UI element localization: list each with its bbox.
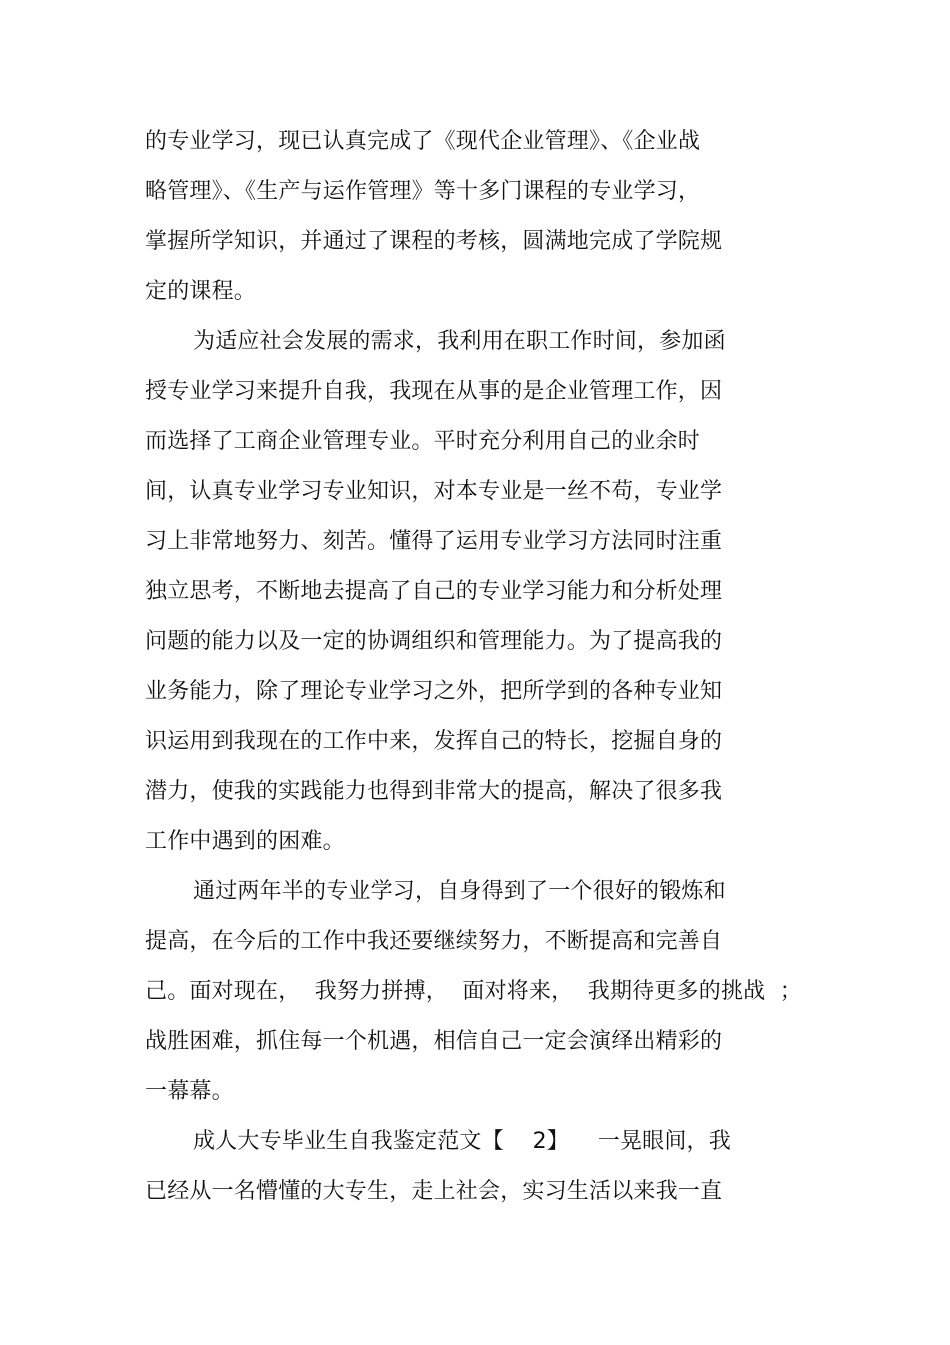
text-line: 间，认真专业学习专业知识，对本专业是一丝不苟，专业学 <box>145 479 723 504</box>
text-line: 已经从一名懵懂的大专生，走上社会，实习生活以来我一直 <box>145 1179 723 1204</box>
text-line: 提高，在今后的工作中我还要继续努力，不断提高和完善自 <box>145 929 723 954</box>
text-line: 掌握所学知识，并通过了课程的考核，圆满地完成了学院规 <box>145 229 723 254</box>
text-line: 问题的能力以及一定的协调组织和管理能力。为了提高我的 <box>145 629 723 654</box>
text-line: 定的课程。 <box>145 279 257 304</box>
text-line: 战胜困难，抓住每一个机遇，相信自己一定会演绎出精彩的 <box>145 1029 723 1054</box>
text-line: 己。面对现在， 我努力拼搏， 面对将来， 我期待更多的挑战 ； <box>145 979 802 1004</box>
paragraph-start-line: 成人大专毕业生自我鉴定范文【 2】 一晃眼间，我 <box>193 1129 731 1154</box>
text-line: 识运用到我现在的工作中来，发挥自己的特长，挖掘自身的 <box>145 729 723 754</box>
text-line: 授专业学习来提升自我，我现在从事的是企业管理工作，因 <box>145 379 723 404</box>
paragraph-start-line: 通过两年半的专业学习，自身得到了一个很好的锻炼和 <box>193 879 726 904</box>
text-line: 而选择了工商企业管理专业。平时充分利用自己的业余时 <box>145 429 701 454</box>
text-line: 一幕幕。 <box>145 1079 234 1104</box>
text-line: 的专业学习，现已认真完成了《现代企业管理》、《企业战 <box>145 129 701 154</box>
text-line: 独立思考，不断地去提高了自己的专业学习能力和分析处理 <box>145 579 723 604</box>
text-line: 习上非常地努力、刻苦。懂得了运用专业学习方法同时注重 <box>145 529 723 554</box>
text-line: 工作中遇到的困难。 <box>145 829 345 854</box>
paragraph-start-line: 为适应社会发展的需求，我利用在职工作时间，参加函 <box>193 329 726 354</box>
text-line: 潜力，使我的实践能力也得到非常大的提高，解决了很多我 <box>145 779 723 804</box>
text-line: 略管理》、《生产与运作管理》等十多门课程的专业学习， <box>145 179 701 204</box>
text-line: 业务能力，除了理论专业学习之外，把所学到的各种专业知 <box>145 679 723 704</box>
